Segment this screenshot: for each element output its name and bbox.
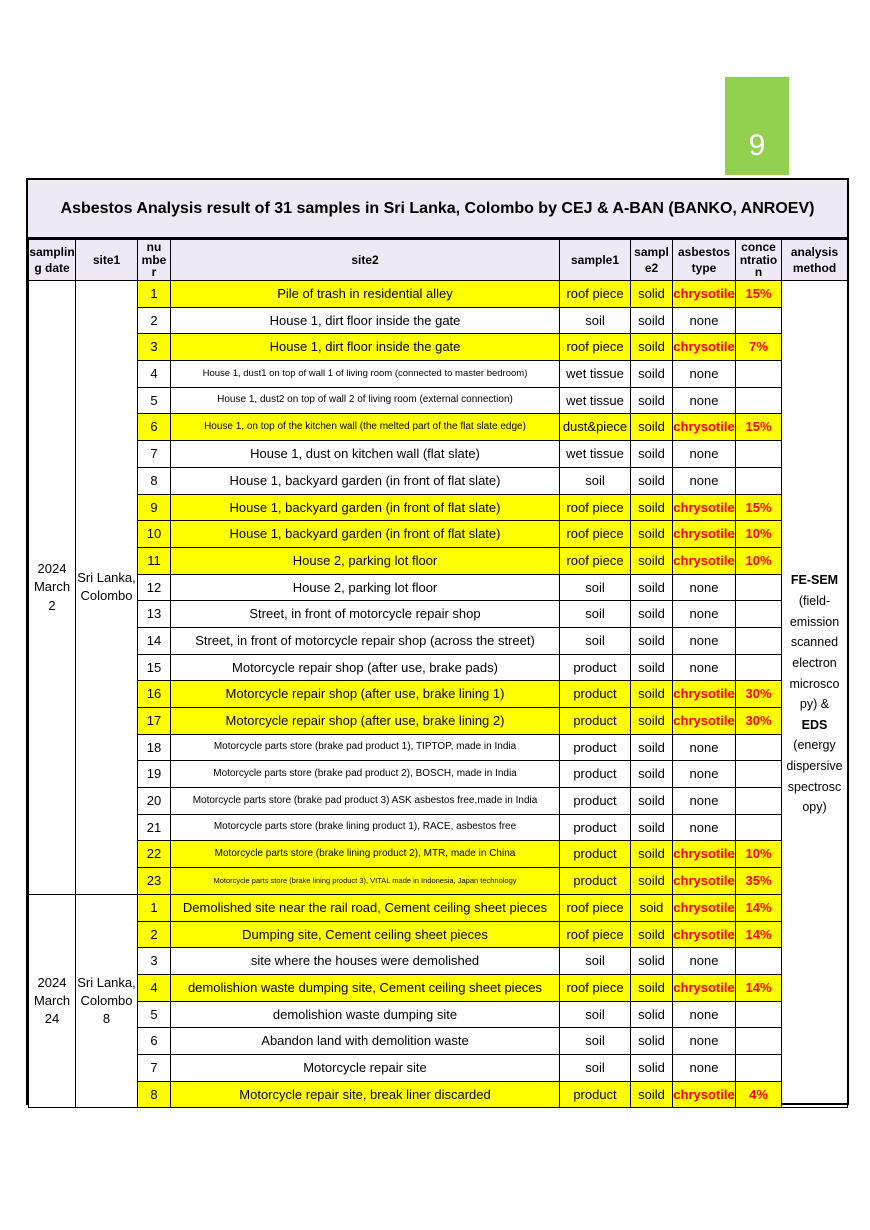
asbestos-type: chrysotile <box>673 708 736 735</box>
sample1-value: wet tissue <box>560 361 631 388</box>
sample2-value: soild <box>631 414 673 441</box>
sample1-value: soil <box>560 627 631 654</box>
method-fe-sem-desc: (field- emission scanned electron microsco py) & <box>789 594 840 712</box>
table-row <box>29 521 848 548</box>
table-row <box>29 868 848 895</box>
concentration <box>736 1028 782 1055</box>
sample1-value: soil <box>560 307 631 334</box>
site2-description: Street, in front of motorcycle repair shop <box>171 601 560 628</box>
method-eds-desc: (energy dispersive spectrosc opy) <box>786 738 843 815</box>
sample1-value: roof piece <box>560 547 631 574</box>
table-row <box>29 948 848 975</box>
asbestos-type: none <box>673 467 736 494</box>
sample2-value: soild <box>631 708 673 735</box>
site2-description: Motorcycle parts store (brake pad product 1), TIPTOP, made in India <box>171 734 560 761</box>
concentration <box>736 1054 782 1081</box>
sample1-value: product <box>560 734 631 761</box>
sample2-value: soild <box>631 361 673 388</box>
sample1-value: roof piece <box>560 281 631 308</box>
concentration <box>736 307 782 334</box>
header-sample2: sampl e2 <box>631 240 673 281</box>
sample-number: 8 <box>138 467 171 494</box>
concentration: 10% <box>736 521 782 548</box>
sample-number: 11 <box>138 547 171 574</box>
sample2-value: soild <box>631 627 673 654</box>
site2-description: Motorcycle parts store (brake lining product 2), MTR, made in China <box>171 841 560 868</box>
table-row <box>29 1001 848 1028</box>
concentration <box>736 387 782 414</box>
header-sample1: sample1 <box>560 240 631 281</box>
table-row <box>29 921 848 948</box>
asbestos-type: chrysotile <box>673 281 736 308</box>
asbestos-type: chrysotile <box>673 334 736 361</box>
table-row <box>29 814 848 841</box>
sample1-value: product <box>560 761 631 788</box>
sample-number: 2 <box>138 307 171 334</box>
concentration <box>736 601 782 628</box>
sample-number: 6 <box>138 414 171 441</box>
sample-number: 7 <box>138 1054 171 1081</box>
sample-number: 3 <box>138 948 171 975</box>
sample2-value: soild <box>631 788 673 815</box>
asbestos-type: chrysotile <box>673 494 736 521</box>
site2-description: House 1, backyard garden (in front of flat slate) <box>171 521 560 548</box>
asbestos-type: chrysotile <box>673 1081 736 1108</box>
table-row <box>29 307 848 334</box>
sample2-value: soild <box>631 387 673 414</box>
table-row <box>29 1028 848 1055</box>
sample2-value: soild <box>631 307 673 334</box>
asbestos-type: none <box>673 788 736 815</box>
header-concentration: conce ntratio n <box>736 240 782 281</box>
sample-number: 7 <box>138 441 171 468</box>
site2-description: House 1, dirt floor inside the gate <box>171 307 560 334</box>
asbestos-type: none <box>673 654 736 681</box>
table-row <box>29 494 848 521</box>
sample-number: 21 <box>138 814 171 841</box>
site2-description: House 2, parking lot floor <box>171 547 560 574</box>
sample-number: 8 <box>138 1081 171 1108</box>
sampling-date-cell: 2024 March 2 <box>29 281 76 895</box>
sampling-date-cell: 2024 March 24 <box>29 894 76 1108</box>
asbestos-type: chrysotile <box>673 894 736 921</box>
concentration: 14% <box>736 921 782 948</box>
sample2-value: soild <box>631 467 673 494</box>
sample2-value: soild <box>631 441 673 468</box>
concentration <box>736 788 782 815</box>
concentration: 30% <box>736 681 782 708</box>
sample-number: 9 <box>138 494 171 521</box>
site2-description: Dumping site, Cement ceiling sheet pieces <box>171 921 560 948</box>
concentration <box>736 734 782 761</box>
sample-number: 14 <box>138 627 171 654</box>
sample-number: 5 <box>138 387 171 414</box>
table-row <box>29 441 848 468</box>
sample1-value: roof piece <box>560 494 631 521</box>
sample-number: 10 <box>138 521 171 548</box>
table-row <box>29 361 848 388</box>
sample2-value: soild <box>631 334 673 361</box>
asbestos-type: chrysotile <box>673 921 736 948</box>
method-fe-sem: FE-SEM <box>790 573 839 588</box>
asbestos-type: none <box>673 1001 736 1028</box>
concentration <box>736 467 782 494</box>
sample1-value: soil <box>560 1001 631 1028</box>
table-row <box>29 281 848 308</box>
sample-number: 23 <box>138 868 171 895</box>
asbestos-type: chrysotile <box>673 841 736 868</box>
sample-number: 1 <box>138 281 171 308</box>
site2-description: Motorcycle repair shop (after use, brake lining 2) <box>171 708 560 735</box>
site2-description: House 1, dirt floor inside the gate <box>171 334 560 361</box>
asbestos-type: none <box>673 387 736 414</box>
sample-number: 5 <box>138 1001 171 1028</box>
asbestos-type: none <box>673 361 736 388</box>
sample1-value: soil <box>560 1028 631 1055</box>
sample1-value: dust&piece <box>560 414 631 441</box>
sample1-value: soil <box>560 601 631 628</box>
asbestos-type: chrysotile <box>673 974 736 1001</box>
concentration <box>736 948 782 975</box>
table-row <box>29 734 848 761</box>
sample2-value: soild <box>631 868 673 895</box>
sample-number: 1 <box>138 894 171 921</box>
site2-description: Motorcycle repair site, break liner discarded <box>171 1081 560 1108</box>
sample2-value: soild <box>631 601 673 628</box>
concentration: 4% <box>736 1081 782 1108</box>
asbestos-type: chrysotile <box>673 868 736 895</box>
site2-description: Street, in front of motorcycle repair shop (across the street) <box>171 627 560 654</box>
sample-number: 2 <box>138 921 171 948</box>
sample1-value: roof piece <box>560 921 631 948</box>
site2-description: House 1, on top of the kitchen wall (the melted part of the flat slate edge) <box>171 414 560 441</box>
table-row <box>29 1054 848 1081</box>
concentration <box>736 1001 782 1028</box>
concentration: 30% <box>736 708 782 735</box>
site2-description: House 1, dust2 on top of wall 2 of living room (external connection) <box>171 387 560 414</box>
concentration: 10% <box>736 841 782 868</box>
results-table-container <box>26 178 849 1105</box>
sample-number: 19 <box>138 761 171 788</box>
site2-description: Motorcycle repair site <box>171 1054 560 1081</box>
method-eds: EDS <box>801 717 828 732</box>
table-row <box>29 627 848 654</box>
site2-description: House 1, backyard garden (in front of flat slate) <box>171 494 560 521</box>
site2-description: Pile of trash in residential alley <box>171 281 560 308</box>
sample1-value: roof piece <box>560 521 631 548</box>
sample-number: 20 <box>138 788 171 815</box>
sample1-value: product <box>560 788 631 815</box>
header-row <box>29 240 848 281</box>
sample2-value: soild <box>631 654 673 681</box>
header-asbestos-type: asbestos type <box>673 240 736 281</box>
sample2-value: soild <box>631 761 673 788</box>
sample1-value: product <box>560 708 631 735</box>
asbestos-type: none <box>673 1028 736 1055</box>
table-row <box>29 761 848 788</box>
sample-number: 16 <box>138 681 171 708</box>
header-analysis-method: analysis method <box>782 240 848 281</box>
concentration: 35% <box>736 868 782 895</box>
sample-number: 18 <box>138 734 171 761</box>
concentration <box>736 761 782 788</box>
sample2-value: soild <box>631 1081 673 1108</box>
sample2-value: soild <box>631 574 673 601</box>
header-number: nu mbe r <box>138 240 171 281</box>
sample2-value: soild <box>631 921 673 948</box>
sample1-value: product <box>560 841 631 868</box>
asbestos-type: none <box>673 441 736 468</box>
sample2-value: soild <box>631 814 673 841</box>
sample1-value: roof piece <box>560 974 631 1001</box>
site2-description: Motorcycle repair shop (after use, brake lining 1) <box>171 681 560 708</box>
asbestos-type: none <box>673 814 736 841</box>
concentration: 10% <box>736 547 782 574</box>
concentration <box>736 814 782 841</box>
sample1-value: wet tissue <box>560 441 631 468</box>
sample2-value: solid <box>631 1028 673 1055</box>
concentration <box>736 361 782 388</box>
sample1-value: product <box>560 814 631 841</box>
sample-number: 17 <box>138 708 171 735</box>
sample1-value: product <box>560 654 631 681</box>
table-row <box>29 681 848 708</box>
asbestos-type: none <box>673 761 736 788</box>
sample1-value: wet tissue <box>560 387 631 414</box>
asbestos-type: chrysotile <box>673 547 736 574</box>
site2-description: Motorcycle parts store (brake pad product 3) ASK asbestos free,made in India <box>171 788 560 815</box>
site2-description: demolishion waste dumping site <box>171 1001 560 1028</box>
page-number-badge <box>725 77 789 175</box>
sample2-value: soild <box>631 547 673 574</box>
table-row <box>29 708 848 735</box>
sample1-value: roof piece <box>560 334 631 361</box>
site2-description: Motorcycle parts store (brake lining product 3), VITAL made in Indonesia, Japan technology <box>171 868 560 895</box>
asbestos-type: none <box>673 1054 736 1081</box>
sample-number: 22 <box>138 841 171 868</box>
sample-number: 15 <box>138 654 171 681</box>
sample-number: 12 <box>138 574 171 601</box>
table-row <box>29 467 848 494</box>
asbestos-type: none <box>673 574 736 601</box>
site2-description: Motorcycle parts store (brake pad product 2), BOSCH, made in India <box>171 761 560 788</box>
analysis-method-cell <box>782 281 848 1108</box>
site1-cell: Sri Lanka, Colombo 8 <box>76 894 138 1108</box>
sample1-value: soil <box>560 574 631 601</box>
sample-number: 3 <box>138 334 171 361</box>
table-row <box>29 414 848 441</box>
site2-description: House 2, parking lot floor <box>171 574 560 601</box>
sample1-value: soil <box>560 1054 631 1081</box>
sample2-value: soild <box>631 681 673 708</box>
header-sampling-date: samplin g date <box>29 240 76 281</box>
table-row <box>29 841 848 868</box>
sample-number: 4 <box>138 361 171 388</box>
results-table <box>28 239 848 1108</box>
sample1-value: product <box>560 681 631 708</box>
concentration <box>736 654 782 681</box>
site2-description: House 1, dust1 on top of wall 1 of living room (connected to master bedroom) <box>171 361 560 388</box>
sample2-value: soild <box>631 494 673 521</box>
sample2-value: soild <box>631 841 673 868</box>
concentration: 15% <box>736 494 782 521</box>
table-row <box>29 334 848 361</box>
header-site2: site2 <box>171 240 560 281</box>
site1-cell: Sri Lanka, Colombo <box>76 281 138 895</box>
asbestos-type: none <box>673 734 736 761</box>
table-row <box>29 1081 848 1108</box>
concentration <box>736 627 782 654</box>
sample1-value: roof piece <box>560 894 631 921</box>
sample2-value: solid <box>631 948 673 975</box>
site2-description: House 1, dust on kitchen wall (flat slate) <box>171 441 560 468</box>
sample2-value: soild <box>631 734 673 761</box>
site2-description: Demolished site near the rail road, Cement ceiling sheet pieces <box>171 894 560 921</box>
sample1-value: product <box>560 868 631 895</box>
page-number: 9 <box>748 129 766 162</box>
site2-description: Motorcycle repair shop (after use, brake pads) <box>171 654 560 681</box>
table-row <box>29 788 848 815</box>
sample1-value: product <box>560 1081 631 1108</box>
site2-description: site where the houses were demolished <box>171 948 560 975</box>
sample2-value: soild <box>631 521 673 548</box>
sample2-value: solid <box>631 1001 673 1028</box>
concentration: 14% <box>736 974 782 1001</box>
concentration <box>736 574 782 601</box>
site2-description: Motorcycle parts store (brake lining product 1), RACE, asbestos free <box>171 814 560 841</box>
table-row <box>29 654 848 681</box>
sample1-value: soil <box>560 948 631 975</box>
concentration: 15% <box>736 281 782 308</box>
table-row <box>29 547 848 574</box>
header-site1: site1 <box>76 240 138 281</box>
table-title: Asbestos Analysis result of 31 samples in Sri Lanka, Colombo by CEJ & A-BAN (BANKO, ANROEV) <box>28 180 847 239</box>
concentration <box>736 441 782 468</box>
table-row <box>29 974 848 1001</box>
asbestos-type: none <box>673 948 736 975</box>
sample2-value: soid <box>631 894 673 921</box>
asbestos-type: chrysotile <box>673 521 736 548</box>
asbestos-type: none <box>673 307 736 334</box>
sample2-value: soild <box>631 974 673 1001</box>
table-row <box>29 387 848 414</box>
asbestos-type: none <box>673 627 736 654</box>
site2-description: demolishion waste dumping site, Cement ceiling sheet pieces <box>171 974 560 1001</box>
asbestos-type: chrysotile <box>673 414 736 441</box>
concentration: 14% <box>736 894 782 921</box>
site2-description: Abandon land with demolition waste <box>171 1028 560 1055</box>
table-row <box>29 601 848 628</box>
site2-description: House 1, backyard garden (in front of flat slate) <box>171 467 560 494</box>
sample-number: 6 <box>138 1028 171 1055</box>
results-body <box>29 281 848 1108</box>
sample-number: 4 <box>138 974 171 1001</box>
sample-number: 13 <box>138 601 171 628</box>
concentration: 15% <box>736 414 782 441</box>
table-row <box>29 894 848 921</box>
asbestos-type: none <box>673 601 736 628</box>
sample2-value: solid <box>631 281 673 308</box>
table-row <box>29 574 848 601</box>
sample1-value: soil <box>560 467 631 494</box>
sample2-value: solid <box>631 1054 673 1081</box>
concentration: 7% <box>736 334 782 361</box>
asbestos-type: chrysotile <box>673 681 736 708</box>
